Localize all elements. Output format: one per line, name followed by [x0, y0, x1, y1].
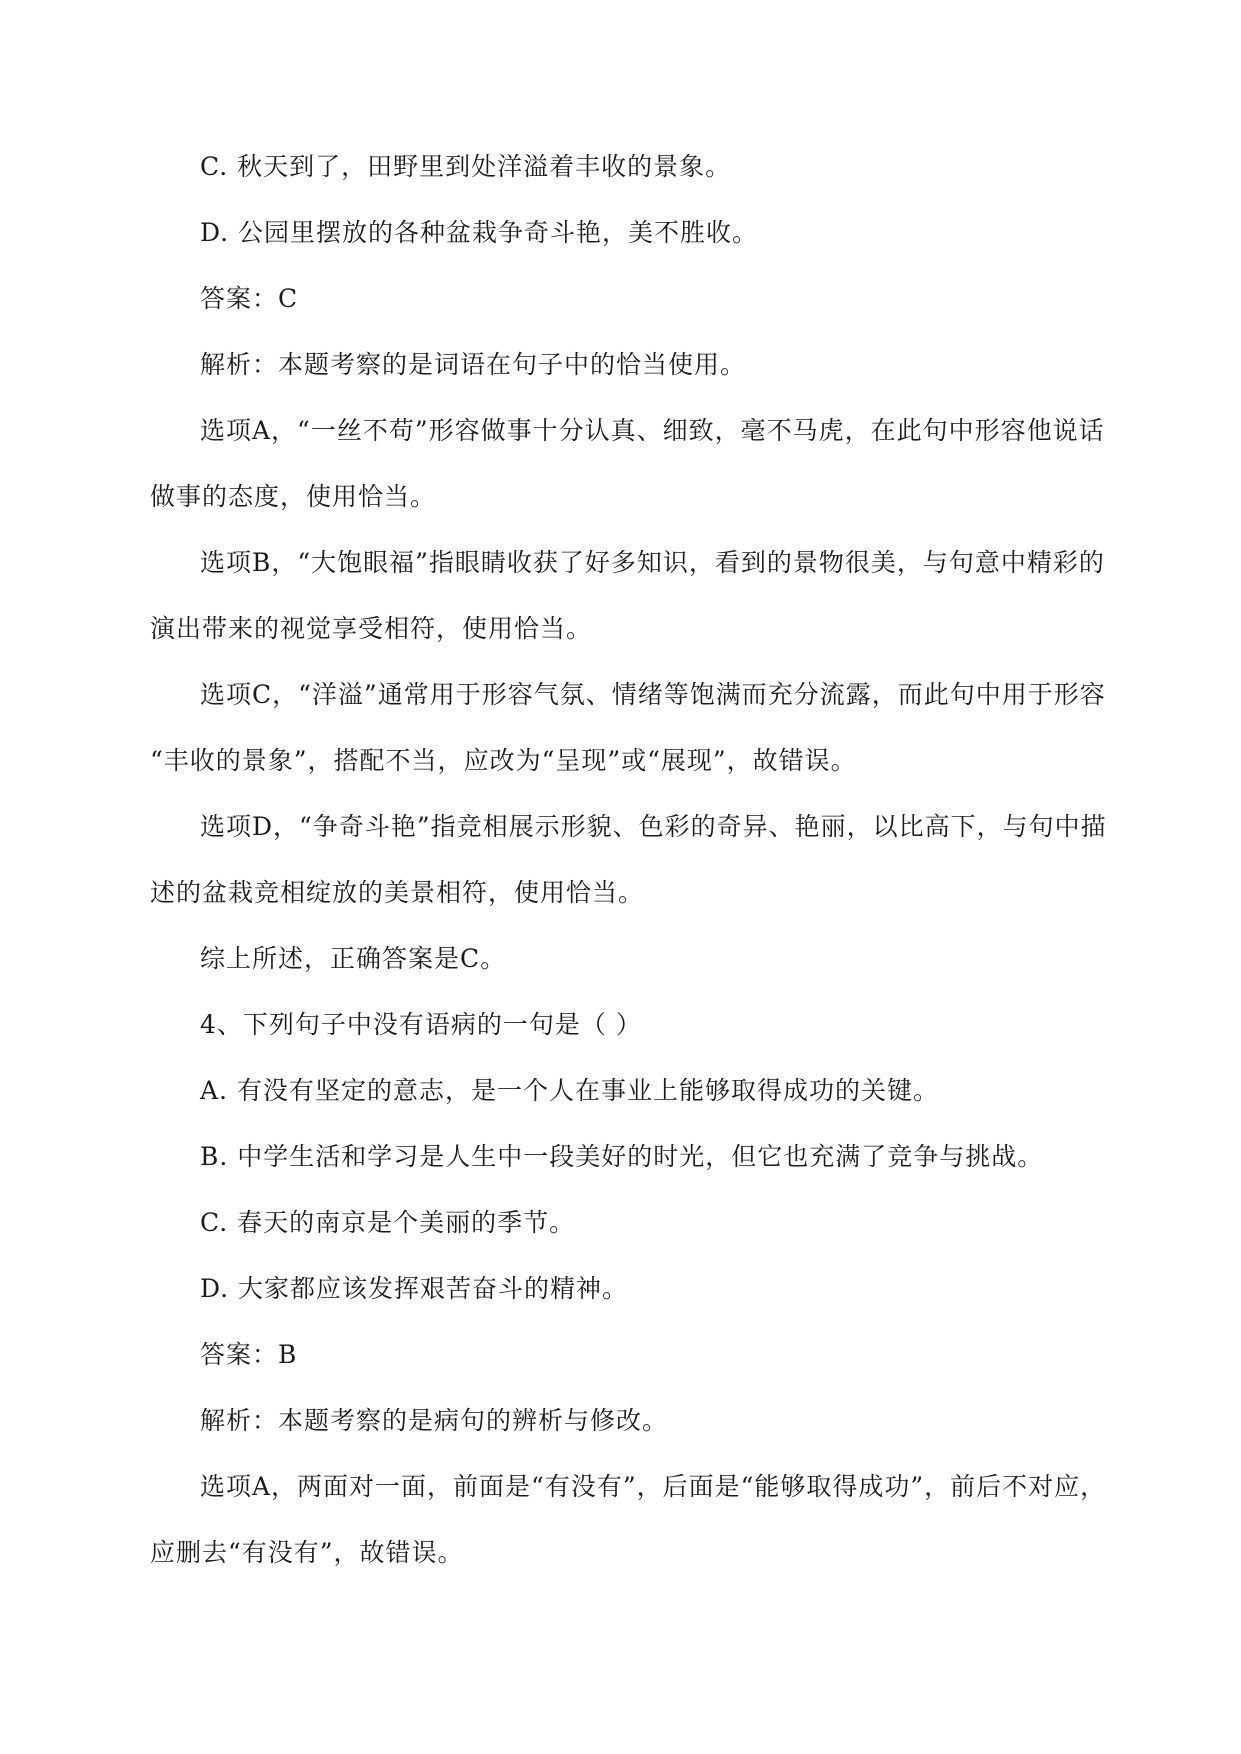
answer-line: 答案：C	[200, 284, 299, 313]
q4-analysis: 解析：本题考察的是病句的辨析与修改。	[200, 1406, 669, 1435]
option-d-explanation-cont: 述的盆栽竞相绽放的美景相符，使用恰当。	[150, 878, 645, 907]
option-c-explanation: 选项C，“洋溢”通常用于形容气氛、情绪等饱满而充分流露，而此句中用于形容	[200, 680, 1106, 709]
summary-line: 综上所述，正确答案是C。	[200, 944, 507, 973]
q4-option-c: C. 春天的南京是个美丽的季节。	[200, 1208, 576, 1237]
option-c-line: C. 秋天到了，田野里到处洋溢着丰收的景象。	[200, 152, 732, 181]
option-c-explanation-cont: “丰收的景象”，搭配不当，应改为“呈现”或“展现”，故错误。	[150, 746, 857, 775]
q4-answer: 答案：B	[200, 1340, 298, 1369]
q4-option-d: D. 大家都应该发挥艰苦奋斗的精神。	[200, 1274, 629, 1303]
option-b-explanation-cont: 演出带来的视觉享受相符，使用恰当。	[150, 614, 593, 643]
q4-option-a-explanation-cont: 应删去“有没有”，故错误。	[150, 1538, 464, 1567]
option-d-line: D. 公园里摆放的各种盆栽争奇斗艳，美不胜收。	[200, 218, 759, 247]
option-b-explanation: 选项B，“大饱眼福”指眼睛收获了好多知识，看到的景物很美，与句意中精彩的	[200, 548, 1105, 577]
q4-option-a: A. 有没有坚定的意志，是一个人在事业上能够取得成功的关键。	[200, 1076, 939, 1105]
analysis-line: 解析：本题考察的是词语在句子中的恰当使用。	[200, 350, 747, 379]
option-a-explanation: 选项A，“一丝不苟”形容做事十分认真、细致，毫不马虎，在此句中形容他说话	[200, 416, 1105, 445]
option-d-explanation: 选项D，“争奇斗艳”指竞相展示形貌、色彩的奇异、艳丽，以比高下，与句中描	[200, 812, 1107, 841]
question-4: 4、下列句子中没有语病的一句是（ ）	[200, 1010, 642, 1039]
q4-option-b: B. 中学生活和学习是人生中一段美好的时光，但它也充满了竞争与挑战。	[200, 1142, 1044, 1171]
option-a-explanation-cont: 做事的态度，使用恰当。	[150, 482, 437, 511]
q4-option-a-explanation: 选项A，两面对一面，前面是“有没有”，后面是“能够取得成功”，前后不对应，	[200, 1472, 1107, 1501]
